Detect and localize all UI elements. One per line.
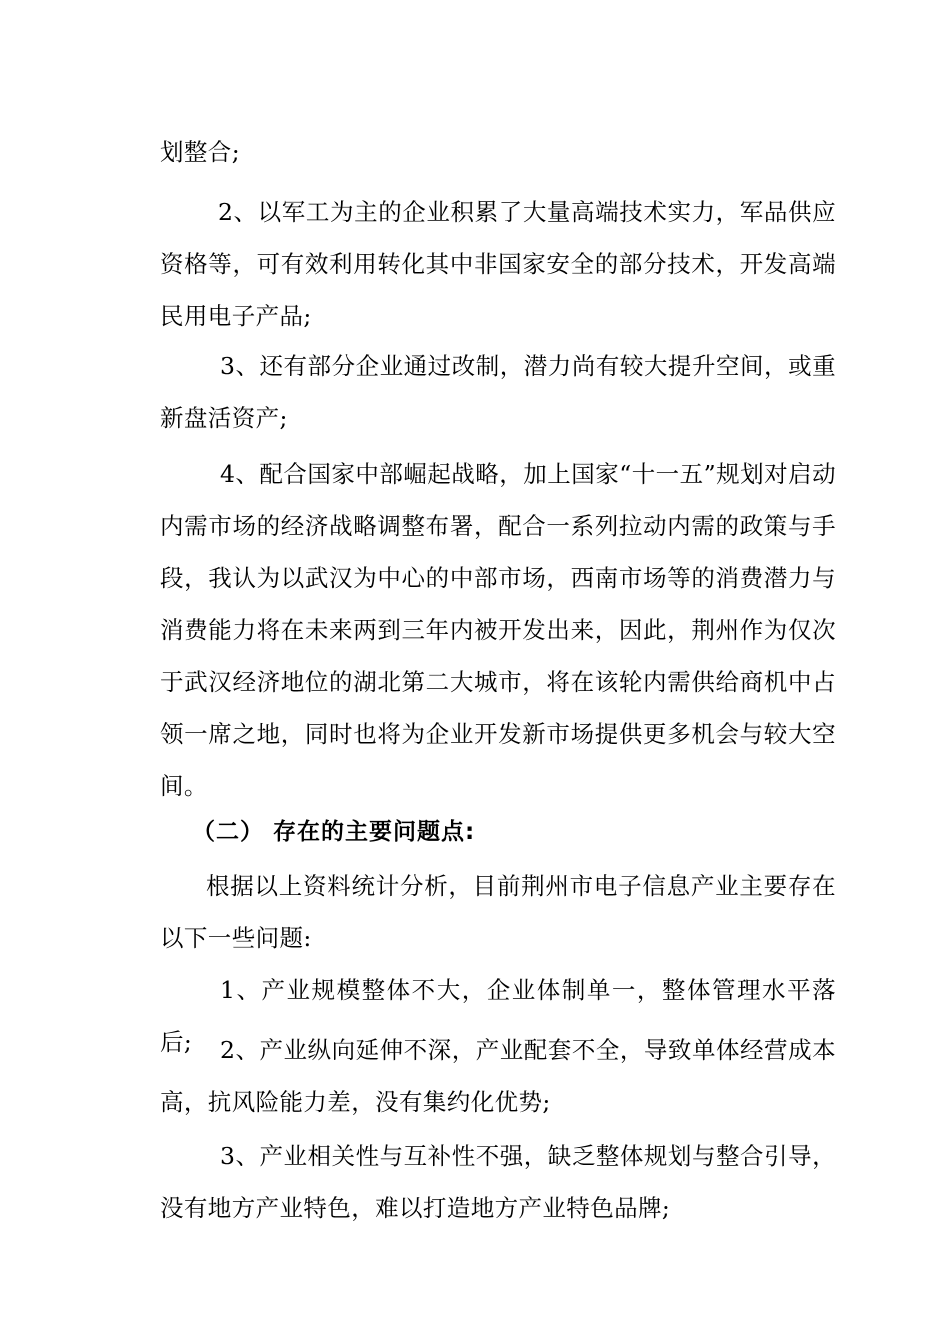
- section-heading: （二） 存在的主要问题点:: [192, 819, 476, 845]
- paragraph-item-4: 4、配合国家中部崛起战略，加上国家“十一五”规划对启动内需市场的经济战略调整布署，配合一系列拉动内需的政策与手段，我认为以武汉为中心的中部市场，西南市场等的消费潜力与消费能力将在未来两到三年内被开发出来，因此，荆州作为仅次于武汉经济地位的湖北第二大城市，将在该轮内需供给商机中占领一席之地，同时也将为企业开发新市场提供更多机会与较大空间。: [160, 460, 836, 800]
- paragraph-item-3: 3、还有部分企业通过改制，潜力尚有较大提升空间，或重新盘活资产;: [160, 352, 836, 432]
- problem-item-1: 1、产业规模整体不大，企业体制单一，整体管理水平落后;: [160, 976, 836, 1056]
- problem-item-2: 2、产业纵向延伸不深，产业配套不全，导致单体经营成本高，抗风险能力差，没有集约化优势;: [160, 1036, 836, 1116]
- paragraph-item-2: 2、以军工为主的企业积累了大量高端技术实力，军品供应资格等，可有效利用转化其中非国家安全的部分技术，开发高端民用电子产品;: [160, 198, 836, 330]
- problems-intro: 根据以上资料统计分析，目前荆州市电子信息产业主要存在以下一些问题:: [160, 872, 836, 952]
- paragraph-continuation: 划整合;: [160, 138, 241, 166]
- problem-item-3: 3、产业相关性与互补性不强，缺乏整体规划与整合引导，没有地方产业特色，难以打造地方产业特色品牌;: [160, 1142, 836, 1222]
